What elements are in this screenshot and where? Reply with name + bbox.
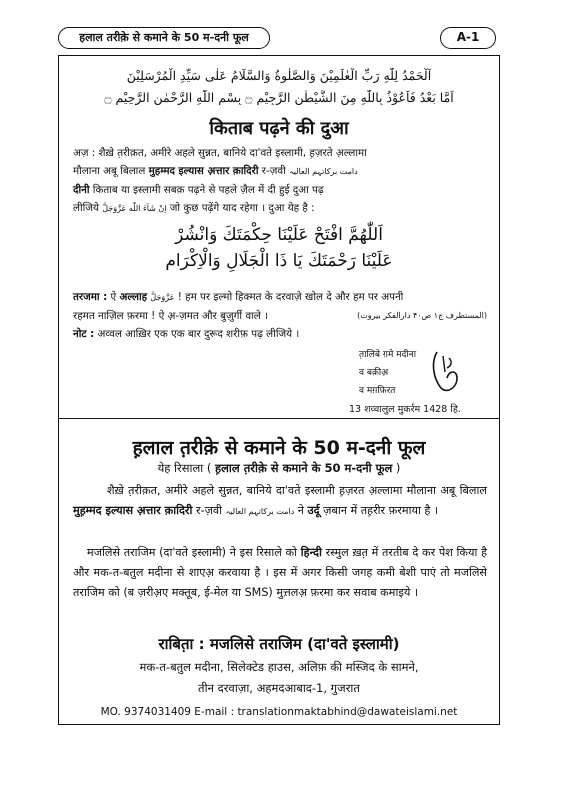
dua-arabic-line-2: عَلَيْنَا رَحْمَتَكَ يَا ذَا الْجَلَالِ وَالْاِكْرَام [165, 251, 393, 271]
p1-honorific: دامت برکاتہم العالیہ [225, 507, 295, 516]
note-line [73, 325, 487, 343]
author-line-2 [73, 162, 487, 181]
author-line-1: अज़ : शैख़े त़रीक़त, अमीरे अहले सुन्नत, बानिये दा'वते इस्लामी, ह़ज़रते अ़ल्लामा [73, 147, 367, 159]
subtitle-end: ) [395, 461, 401, 475]
allah-text: अल्लाह [119, 291, 148, 303]
translation-paragraph [73, 288, 487, 343]
author-line-2-start: मौलाना अबू बिलाल [73, 165, 149, 177]
booklet-title-header: हलाल तरीक़े से कमाने के 50 म-दनी फूल [58, 27, 270, 49]
page-code: A-1 [440, 27, 496, 49]
inshallah-text: اِنْ شَآءَ اللّٰه عَزَّوَجَلَّ [102, 204, 167, 213]
p2-hindi: हिन्दी [300, 546, 322, 559]
instruction-text: किताब या इस्लामी सबक़ पढ़ने से पहले ज़ैल में दी हुई दुआ पढ़ [89, 184, 324, 196]
p1-line-2-end: र-ज़वी [192, 504, 222, 517]
signature-line: व बक़ीअ़ [359, 368, 389, 378]
reference-text: (المستطرف ج۱ ص۴۰ دارالفکر بیروت) [357, 311, 487, 320]
contact-title [59, 634, 499, 654]
author-paragraph [73, 144, 487, 218]
arabic-opening-line-1: اَلْحَمْدُ لِلّٰهِ رَبِّ الْعٰلَمِيْنَ وَالصَّلٰوةُ وَالسَّلَامُ عَلٰى سَيِّدِ الْمُرْسَلِيْنَ [126, 68, 432, 83]
arabic-opening-line-2: اَمَّا بَعْدُ فَاَعُوْذُ بِاللّٰهِ مِنَ الشَّيْطٰنِ الرَّجِيْمِ ۝ بِسْمِ اللّٰهِ الرَّحْمٰنِ الرَّحِيْمِ ۝ [104, 90, 454, 105]
p1-urdu: उर्दू [307, 504, 320, 517]
subtitle-title: ह़लाल त़रीक़े से कमाने के 50 म-दनी फूल [215, 461, 393, 475]
signature-line: व मग़फ़िरत [359, 386, 396, 396]
dua-arabic-line-1: اَللّٰهُمَّ افْتَحْ عَلَيْنَا حِكْمَتَكَ وَانْشُرْ [175, 225, 383, 245]
translation-start: ऐ [107, 291, 120, 303]
author-name: मुहम्मद इल्यास अ़त्तार क़ादिरी [148, 165, 259, 177]
contact-label: राबित़ा : [158, 635, 205, 653]
translation-line-2-text: रहमत नाज़िल फ़रमा ! ऐ अ़-ज़मत और बुज़ुर्गी वाले । [73, 310, 268, 322]
footer-contact: MO. 9374031409 E-mail : translationmaktabhind@dawateislami.net [100, 706, 458, 718]
translation-label: तरजमा : [73, 291, 108, 303]
note-text: अव्वल आख़िर एक एक बार दुरूद शरीफ़ पढ़ लीजिये । [94, 328, 300, 340]
instruction-line-2-start: लीजिये [73, 202, 103, 214]
translation-end: ! हम पर इल्मो हिक्मत के दरवाज़े खोल दे और हम पर अपनी [174, 291, 404, 303]
p2-start: मजलिसे तराजिम (दा'वते इस्लामी) ने इस रिसाले को [87, 546, 301, 559]
instruction-line-1 [73, 181, 487, 199]
p1-line-2-start: अ़ल्लामा मौलाना अबू बिलाल [368, 484, 487, 497]
author-line-2-end: र-ज़वी [258, 165, 290, 177]
signature-date: 13 शव्वालुल मुकर्रम 1428 हि. [349, 404, 461, 415]
azza-text: عَزَّوَجَلَّ [150, 293, 175, 302]
translation-line-1 [73, 288, 487, 307]
section-divider [59, 418, 499, 419]
instruction-bold: दीनी [73, 184, 90, 196]
translation-line-2 [73, 307, 487, 325]
p1-author-name: मुह़म्मद इल्यास अ़त्तार क़ादिरी [73, 504, 193, 517]
subtitle-start: येह रिसाला ( [157, 461, 212, 475]
booklet-subtitle [59, 461, 499, 476]
note-label: नोट : [73, 328, 95, 340]
instruction-line-2-end: जो कुछ पढ़ेंगे याद रहेगा । दुआ येह है : [166, 202, 315, 214]
p1-line-1: शैख़े त़रीक़त, अमीरे अहले सुन्नत, बानिये दा'वते इस्लामी ह़ज़रत [107, 484, 365, 497]
contact-title-text: मजलिसे तराजिम (दा'वते इस्लामी) [204, 635, 400, 653]
signature-line: त़ालिबे ग़मे मदीना [359, 350, 417, 360]
booklet-main-title: ह़लाल त़रीक़े से कमाने के 50 म-दनी फूल [132, 437, 426, 459]
booklet-paragraph-1 [73, 481, 487, 522]
page-frame [58, 55, 500, 725]
p1-line-3-end: ज़बान में तह़रीर फ़रमाया है । [319, 504, 439, 517]
address-line-1: मक-त-बतुल मदीना, सिलेक्टेड हाउस, अलिफ़ की मस्जिद के सामने, [139, 660, 419, 674]
p2-end: रस्मुल ख़त़ में तरतीब दे कर पेश किया है और मक-त-बतुल मदीना से शाएअ़ करवाया है । इस में अगर किसी जगह कमी बेशी पाएं तो मजलिसे तराजिम को (ब ज़रीअ़ए मक्तूब, ई-मेल या SMS) मुत्त़लअ़ फ़रमा कर सवाब कमाइये । [73, 546, 488, 599]
honorific: دامت برکاتہم العالیہ [289, 167, 358, 176]
booklet-paragraph-2 [73, 543, 487, 603]
instruction-line-2 [73, 199, 487, 218]
p1-line-3-start: ने [294, 504, 308, 517]
dua-section-title: किताब पढ़ने की दुआ [209, 118, 349, 139]
signature-seal-icon [429, 348, 463, 394]
address-line-2: तीन दरवाज़ा, अहमदआबाद-1, गुजरात [198, 681, 360, 695]
